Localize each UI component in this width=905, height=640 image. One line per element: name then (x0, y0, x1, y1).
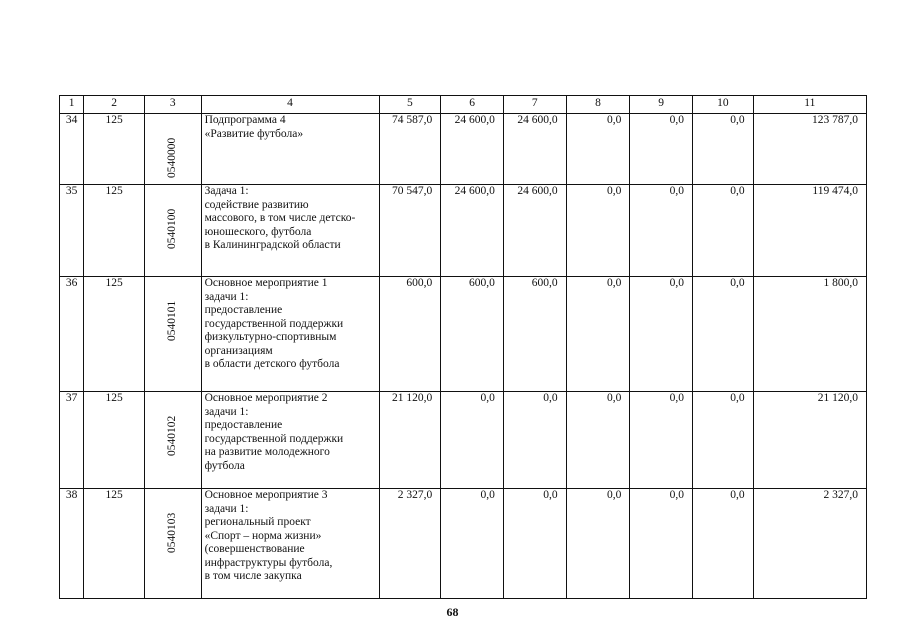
budget-code: 0540102 (165, 415, 178, 456)
table-row (60, 277, 867, 392)
row-number: 34 (60, 114, 84, 185)
table-row (60, 185, 867, 277)
col-header: 7 (503, 96, 566, 114)
value-col9: 0,0 (630, 114, 693, 185)
value-col6: 24 600,0 (441, 114, 504, 185)
value-col7: 24 600,0 (503, 185, 566, 277)
col-header: 9 (630, 96, 693, 114)
row-number: 35 (60, 185, 84, 277)
value-col7: 24 600,0 (503, 114, 566, 185)
page-number: 68 (446, 605, 459, 619)
budget-code: 0540000 (165, 137, 178, 178)
row-number: 38 (60, 489, 84, 599)
col2-value: 125 (84, 185, 145, 277)
value-col10: 0,0 (693, 489, 754, 599)
value-col6: 600,0 (441, 277, 504, 392)
col-header: 10 (693, 96, 754, 114)
value-col7: 600,0 (503, 277, 566, 392)
row-description: Основное мероприятие 1 задачи 1: предоставление государственной поддержки физкультурно-спортивным организациям в области детского футбола (201, 277, 379, 392)
budget-code-cell (144, 114, 201, 185)
table-row (60, 392, 867, 489)
value-col6: 24 600,0 (441, 185, 504, 277)
col-header: 2 (84, 96, 145, 114)
value-col10: 0,0 (693, 185, 754, 277)
col-header: 6 (441, 96, 504, 114)
value-col11: 21 120,0 (753, 392, 866, 489)
value-col5: 74 587,0 (379, 114, 441, 185)
budget-code-cell (144, 392, 201, 489)
value-col7: 0,0 (503, 392, 566, 489)
value-col8: 0,0 (566, 489, 630, 599)
budget-table (59, 95, 867, 599)
col-header: 5 (379, 96, 441, 114)
row-description: Задача 1: содействие развитию массового, в том числе детско- юношеского, футбола в Калининградской области (201, 185, 379, 277)
col2-value: 125 (84, 392, 145, 489)
value-col6: 0,0 (441, 489, 504, 599)
value-col5: 2 327,0 (379, 489, 441, 599)
value-col11: 123 787,0 (753, 114, 866, 185)
budget-code-cell (144, 489, 201, 599)
value-col7: 0,0 (503, 489, 566, 599)
value-col9: 0,0 (630, 489, 693, 599)
table-row (60, 489, 867, 599)
budget-code-cell (144, 277, 201, 392)
value-col5: 21 120,0 (379, 392, 441, 489)
row-number: 37 (60, 392, 84, 489)
value-col5: 70 547,0 (379, 185, 441, 277)
col-header: 3 (144, 96, 201, 114)
col-header: 4 (201, 96, 379, 114)
value-col6: 0,0 (441, 392, 504, 489)
value-col10: 0,0 (693, 277, 754, 392)
value-col8: 0,0 (566, 185, 630, 277)
value-col11: 119 474,0 (753, 185, 866, 277)
col-header: 8 (566, 96, 630, 114)
row-description: Подпрограмма 4 «Развитие футбола» (201, 114, 379, 185)
value-col8: 0,0 (566, 277, 630, 392)
col2-value: 125 (84, 114, 145, 185)
budget-code: 0540103 (165, 512, 178, 553)
value-col10: 0,0 (693, 114, 754, 185)
value-col9: 0,0 (630, 185, 693, 277)
value-col11: 2 327,0 (753, 489, 866, 599)
value-col11: 1 800,0 (753, 277, 866, 392)
table-row (60, 114, 867, 185)
value-col9: 0,0 (630, 392, 693, 489)
col2-value: 125 (84, 489, 145, 599)
col-header: 11 (753, 96, 866, 114)
value-col10: 0,0 (693, 392, 754, 489)
header-row (60, 96, 867, 114)
budget-code-cell (144, 185, 201, 277)
row-description: Основное мероприятие 3 задачи 1: региональный проект «Спорт – норма жизни» (совершенствование инфраструктуры футбола, в том числе закупка (201, 489, 379, 599)
budget-code: 0540101 (165, 300, 178, 341)
value-col8: 0,0 (566, 114, 630, 185)
value-col8: 0,0 (566, 392, 630, 489)
col-header: 1 (60, 96, 84, 114)
value-col9: 0,0 (630, 277, 693, 392)
row-number: 36 (60, 277, 84, 392)
value-col5: 600,0 (379, 277, 441, 392)
col2-value: 125 (84, 277, 145, 392)
budget-code: 0540100 (165, 208, 178, 249)
row-description: Основное мероприятие 2 задачи 1: предоставление государственной поддержки на развитие молодежного футбола (201, 392, 379, 489)
